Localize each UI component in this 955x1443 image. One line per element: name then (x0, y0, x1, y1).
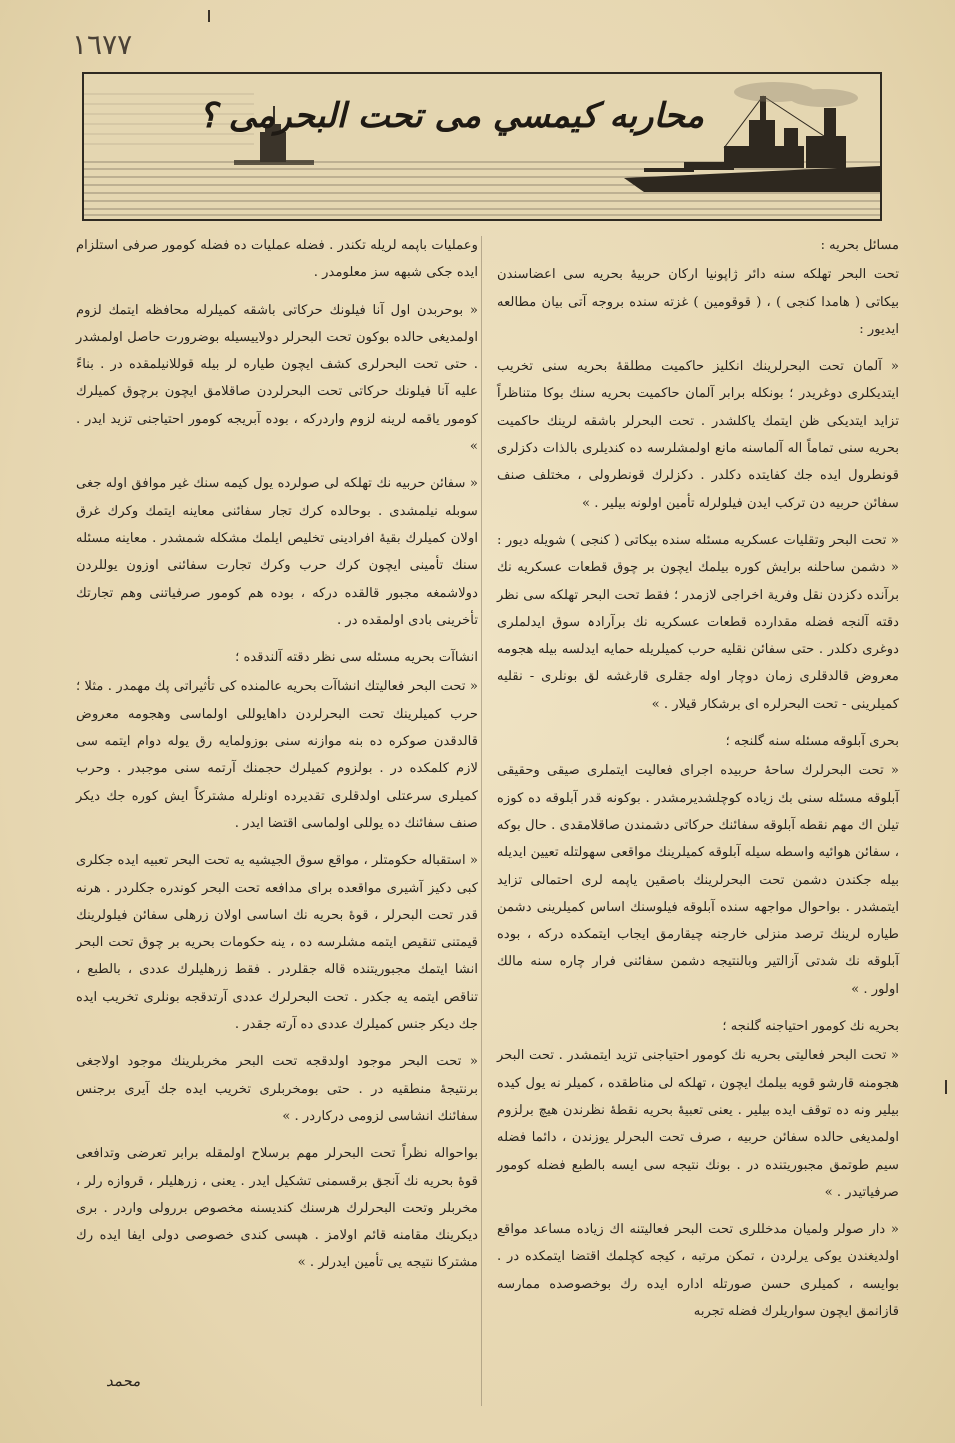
paragraph: بواحواله نظراً تحت البحرلر مهم برسلاح اولمقله برابر تعرضى وتدافعى قوهٔ بحريه نك آنجق برقسمنى تشكيل ايدر . يعنى ، زرهليلر ، قروازه رلر ، مخربلر وتحت البحرلرك هرسنك كنديسنه مخصوص بررولى واردر . برى ديكرينك مقامنه قائم اولامز . هپسى كندى خصوصى دولى ايفا ايده رك مشتركا نتيجه يى تأمين ايدرلر . » (76, 1146, 478, 1271)
paragraph: « بوحربدن اول آنا فيلونك حركاتى باشقه كميلرله محافظه ايتمك لزوم اولمديغى حالده بوكون تحت البحرلر دولاييسيله بوضرورت حاصل اولمشدر . حتى تحت البحرلرى كشف ايچون طياره لر بيله قوللانيلمقده در . بناءً عليه آنا فيلونك حركاتى تحت البحرلردن صاقلامق ايچون برچوق كميلرك كومور ياقمه لرينه لزوم واردركه ، بوده آبريجه كومور احتياجنى تزيد ايدر . » (76, 302, 478, 455)
margin-mark (945, 1080, 947, 1094)
section-label: مسائل بحريه : (820, 238, 899, 253)
left-column (76, 232, 478, 1287)
paragraph: « تحت البحر فعاليتى بحريه نك كومور احتياجنى تزيد ايتمشدر . تحت البحر هجومنه قارشو قويه بيلمك ايچون ، تهلكه لى مناطقده ، كميلر نه يول كيده بيلير ونه ده توقف ايده بيلير . يعنى تعبيهٔ بحريه نقطهٔ نظرندن هيچ برلزوم اولمديغى حالده سفائن حربيه ، صرف تحت البحرلر يوزندن ، دائما فضله سيم طوتمق مجبوريتنده در . بونك نتيجه سى ايسه بالطبع فضله كومور صرفياتيدر . » (497, 1048, 899, 1200)
paragraph: « تحت البحر موجود اولدقجه تحت البحر مخربلرينك موجود اولاجغى برنتيجهٔ منطقيه در . حتى بومخربلرى تخريب ايده جك آيرى برجنس سفائنك انشاسى لزومى دركاردر . » (76, 1054, 478, 1124)
paragraph: تحت البحر تهلكه سنه دائر ژاپونيا اركان حربيهٔ بحريه سى اعضاسندن بيكاتى ( هامدا كنجى ) ، ( قوقومين ) غزته سنده بروجه آتى بيان مطالعه ايديور : (497, 267, 899, 337)
paragraph: « تحت البحر فعاليتك انشاآت بحريه عالمنده كى تأثيراتى پك مهمدر . مثلا ؛ حرب كميلرينك تحت البحرلردن داهايوللى اولماسى وهجومه معروض قالدقدن صوكره ده بنه موازنه سنى بوزولمايه رق يوله دوام ايتمه سى لازم كلمكده در . بولزوم كميلرك حجمنك آرتمه سنى موجبدر . وحرب كميلرى سرعتلى اولدقلرى تقديرده اونلرله مشتركاً ايش كوره جك ديكر صنف سفائنك ده يوللى اولماسى اقتضا ايدر . (76, 679, 478, 831)
banner-title: محاربه كيمسي مى تحت البحرمى ؟ (198, 96, 704, 136)
paragraph: « استقباله حكومتلر ، مواقع سوق الجيشيه يه تحت البحر تعبيه ايده جكلرى كبى دكيز آشيرى مواقعده براى مدافعه تحت البحر كوندره جكلردر . هرنه قدر تحت البحرلر ، قوهٔ بحريه نك اساسى اولان زرهلى سفائن فيلولرينك قيمتنى تنقيص ايتمه مشلرسه ده ، ينه حكومات بحريه بر چوق تحت البحر انشا ايتمك مجبوريتنده قاله جقلردر . فقط زرهليلرك عددى ، بالطبع ، تناقص ايتمه يه جكدر . تحت البحرلرك عددى آرتدقجه بونلرى تخريب ايده جك ديكر جنس كميلرك عددى ده آرته جقدر . (76, 853, 478, 1033)
paragraph: « دار صولر ولميان مدخللرى تحت البحر فعاليتنه اك زياده مساعد مواقع اولديغندن يوكى يرلردن ، تمكن مرتبه ، كيجه كچلمك اقتضا ايتمكده در . بوايسه ، كميلرى حسن صورتله اداره ايده رك بوخصوصده ممارسه قازانمق ايچون سواريلرك فضله تجربه (497, 1222, 899, 1319)
author-signature: محمد (106, 1372, 141, 1390)
paragraph: « تحت البحر وتقليات عسكريه مسئله سنده بيكاتى ( كنجى ) شويله ديور : « دشمن ساحلنه برايش كوره بيلمك ايچون بر چوق قطعات عسكريه نك برآنده دكزدن نقل وفرية اخراجى لازمدر ؛ فقط تحت البحر تهلكه سى نظر دقته آلنجه فضله مقدارده قطعات عسكريه نك برآرادہ سوق ايدلملرى دوغرى دكلدر . حتى سفائن نقليه حرب كميلريله حمايه ايدلسه بيله هجومه معروض قالدقلرى زمان دوچار اوله جقلرى قارغشه لق بونلرى - نقليه كميلرينى - تحت البحرلره اى برشكار قيلار . » (497, 532, 899, 712)
edge-mark (208, 10, 210, 22)
column-divider (481, 236, 482, 1406)
paragraph: « آلمان تحت البحرلرينك انكليز حاكميت مطلقهٔ بحريه سنى تخريب ايتديكلرى دوغريدر ؛ بونكله برابر آلمان حاكميت بحريه سنك بوكا متناظراً تزايد ايتديكى ظن ايتمك ياكلشدر . تحت البحرلر باشقه لرينك حاكميت بحريه سنى تماماً اله آلماسنه مانع اولمشلرسه ده كنديلرى بالذات دكزلرى قونطرول ايده جك كفايتده دكلدر . دكزلرك قونطرولى ، مختلف صنف سفائن حربيه دن تركب ايدن فيلولرله تأمين اولونه بيلير . » (497, 359, 899, 511)
subheading: بحرى آبلوقه مسئله سنه گلنجه ؛ (725, 734, 899, 750)
right-column (497, 232, 899, 1335)
paragraph: وعمليات باپمه لريله تكندر . فضله عمليات ده فضله كومور صرفى استلزام ايده جكى شبهه سز معلومدر . (76, 238, 478, 281)
subheading: بحريه نك كومور احتياجنه گلنجه ؛ (722, 1019, 899, 1035)
subheading: انشاآت بحريه مسئله سى نظر دقته آلندقده ؛ (235, 650, 478, 666)
header-banner (82, 72, 882, 221)
page-number: ١٦٧٧ (72, 28, 133, 61)
paragraph: « تحت البحرلرك ساحهٔ حربيده اجراى فعاليت ايتملرى صيقى وحقيقى آبلوقه مسئله سنى بك زياده كوچلشديرمشدر . بوكونه قدر آبلوقه ده كوزه تيلن اك مهم نقطه آبلوقه سفائنك حركاتى دشمندن صاقلامقدى . حال بوكه ، سفائن هوائيه واسطه سيله آبلوقه كميلرينك مواقعى سهولتله تعيين ايديله بيله جكندن دشمن تحت البحرلرينك باصقين ياپمه لرى احتمالى تزايد ايتمشدر . بواحوال مواجهه سنده آبلوقه فيلوسنك اساس كميلرينى دشمن طياره لرينك ترصد منزلى خارجنه چيقارمق ايجاب ايتمكده دركه ، بوده آبلوقه نك شدتى آزالتير وبالنتيجه دشمن سفائنى فرار چاره سنه مالك اولور . » (497, 763, 899, 997)
paragraph: « سفائن حربيه نك تهلكه لى صولرده يول كيمه سنك غير موافق اوله جغى سوبله نيلمشدى . بوحالده كرك تجار سفائنى معاينه ايتمك وكرك غرق اولان كميلرك بقيهٔ افرادينى تخليص ايلمك مشكله شمشدر . معاينه مسئله سنك تأمينى ايچون كرك حرب وكرك تجارت سفائنى اوزون يوللردن دولاشمغه مجبور قالقده دركه ، بوده هم كومور صرفياتنى وهم تجارتك تأخرينى بادى اولمقده در . (76, 476, 478, 628)
